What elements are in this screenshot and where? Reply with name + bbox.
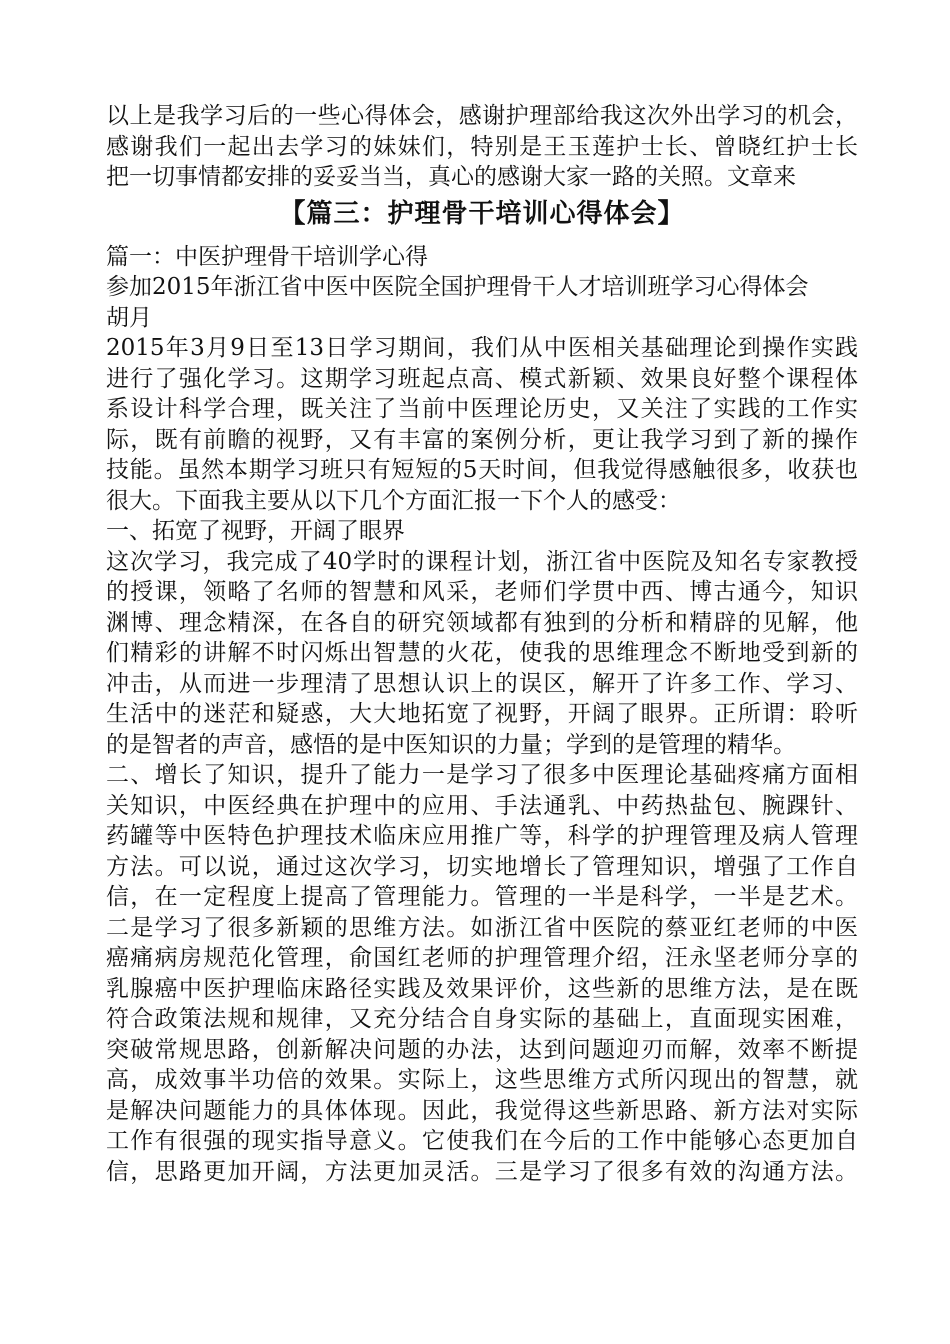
section-title: 【篇三：护理骨干培训心得体会】 — [279, 198, 685, 229]
document-page — [106, 101, 858, 1187]
text-line: 信，在一定程度上提高了管理能力。管理的一半是科学，一半是艺术。 — [106, 884, 858, 910]
text-line: 篇一：中医护理骨干培训学心得 — [106, 243, 428, 270]
text-line: 药罐等中医特色护理技术临床应用推广等，科学的护理管理及病人管理 — [106, 823, 858, 849]
text-line: 突破常规思路，创新解决问题的办法，达到问题迎刃而解，效率不断提 — [106, 1036, 858, 1063]
text-line: 参加2015年浙江省中医中医院全国护理骨干人才培训班学习心得体会 — [106, 274, 809, 300]
text-line: 的是智者的声音，感悟的是中医知识的力量；学到的是管理的精华。 — [106, 731, 796, 758]
text-line: 癌痛病房规范化管理，俞国红老师的护理管理介绍，汪永坚老师分享的 — [106, 945, 858, 971]
text-line: 乳腺癌中医护理临床路径实践及效果评价，这些新的思维方法，是在既 — [106, 975, 858, 1002]
text-line: 的授课，领略了名师的智慧和风采，老师们学贯中西、博古通今，知识 — [106, 579, 858, 605]
author-name: 胡月 — [106, 304, 152, 331]
text-line: 信，思路更加开阔，方法更加灵活。三是学习了很多有效的沟通方法。 — [106, 1158, 858, 1185]
text-line: 系设计科学合理，既关注了当前中医理论历史，又关注了实践的工作实 — [106, 396, 858, 422]
text-line: 二是学习了很多新颖的思维方法。如浙江省中医院的蔡亚红老师的中医 — [106, 914, 858, 941]
subtitle-block — [106, 242, 858, 334]
text-line: 二、增长了知识，提升了能力一是学习了很多中医理论基础疼痛方面相 — [106, 762, 858, 788]
text-line: 关知识，中医经典在护理中的应用、手法通乳、中药热盐包、腕踝针、 — [106, 792, 858, 819]
text-line: 际，既有前瞻的视野，又有丰富的案例分析，更让我学习到了新的操作 — [106, 426, 858, 453]
text-line: 2015年3月9日至13日学习期间，我们从中医相关基础理论到操作实践 — [106, 335, 858, 361]
text-line: 是解决问题能力的具体体现。因此，我觉得这些新思路、新方法对实际 — [106, 1097, 858, 1124]
text-line: 符合政策法规和规律，又充分结合自身实际的基础上，直面现实困难， — [106, 1006, 858, 1032]
intro-paragraph — [106, 101, 858, 193]
text-line: 们精彩的讲解不时闪烁出智慧的火花，使我的思维理念不断地受到新的 — [106, 640, 858, 666]
text-line: 高，成效事半功倍的效果。实际上，这些思维方式所闪现出的智慧，就 — [106, 1067, 858, 1093]
section-heading: 一、拓宽了视野，开阔了眼界 — [106, 518, 405, 544]
text-line: 感谢我们一起出去学习的妹妹们，特别是王玉莲护士长、曾晓红护士长 — [106, 133, 858, 160]
text-line: 生活中的迷茫和疑惑，大大地拓宽了视野，开阔了眼界。正所谓：聆听 — [106, 701, 858, 727]
body-text — [106, 333, 858, 1187]
text-line: 方法。可以说，通过这次学习，切实地增长了管理知识，增强了工作自 — [106, 853, 858, 880]
text-line: 以上是我学习后的一些心得体会，感谢护理部给我这次外出学习的机会， — [106, 103, 858, 129]
text-line: 工作有很强的现实指导意义。它使我们在今后的工作中能够心态更加自 — [106, 1128, 858, 1154]
text-line: 这次学习，我完成了40学时的课程计划，浙江省中医院及知名专家教授 — [106, 548, 858, 575]
text-line: 进行了强化学习。这期学习班起点高、模式新颖、效果良好整个课程体 — [106, 365, 858, 392]
text-line: 冲击，从而进一步理清了思想认识上的误区，解开了许多工作、学习、 — [106, 670, 858, 697]
text-line: 技能。虽然本期学习班只有短短的5天时间，但我觉得感触很多，收获也 — [106, 457, 858, 483]
text-line: 把一切事情都安排的妥妥当当，真心的感谢大家一路的关照。文章来 — [106, 164, 796, 190]
text-line: 渊博、理念精深，在各自的研究领域都有独到的分析和精辟的见解，他 — [106, 609, 858, 636]
text-line: 很大。下面我主要从以下几个方面汇报一下个人的感受： — [106, 487, 681, 514]
